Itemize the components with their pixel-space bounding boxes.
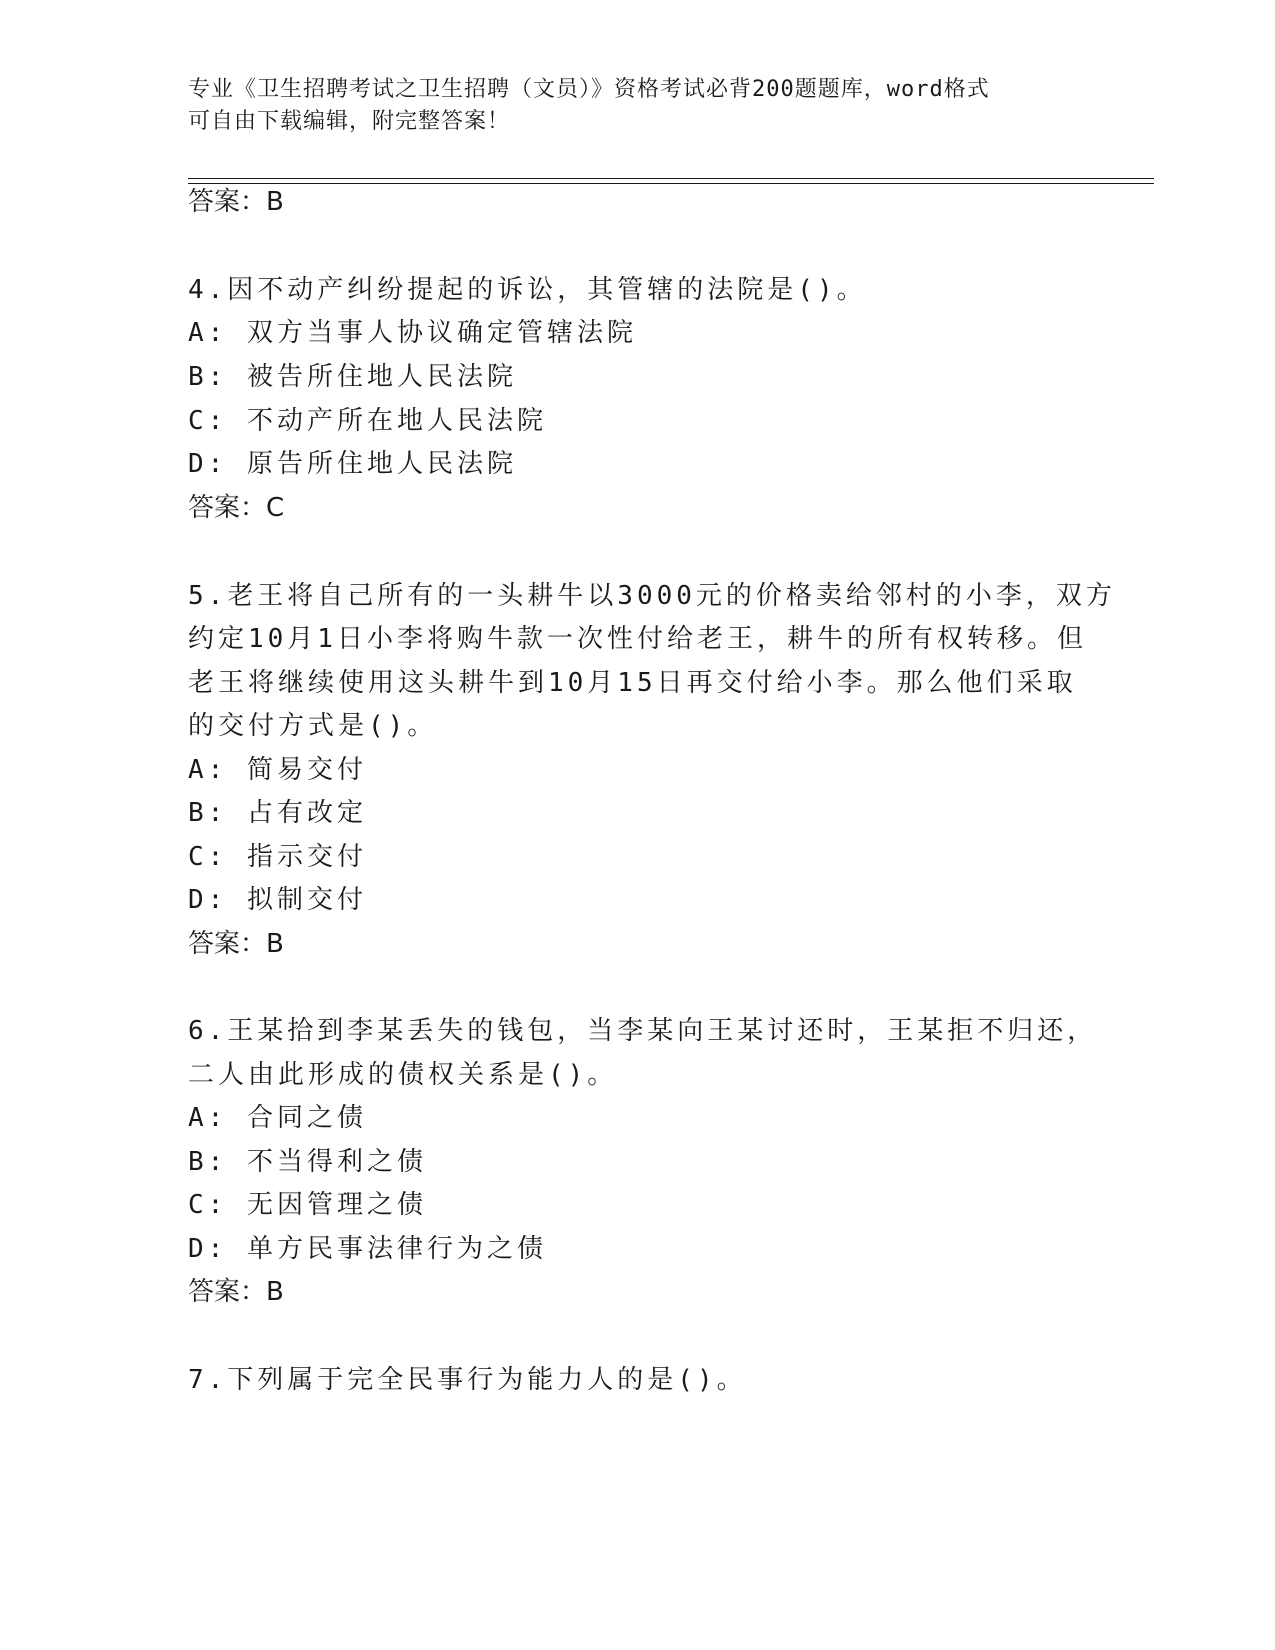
question-5-option-b: B: 占有改定 bbox=[188, 798, 367, 828]
question-6-option-a: A: 合同之债 bbox=[188, 1103, 367, 1133]
question-5-option-d: D: 拟制交付 bbox=[188, 885, 367, 915]
question-5-text-line-1: 5.老王将自己所有的一头耕牛以3000元的价格卖给邻村的小李，双方 bbox=[188, 581, 1116, 611]
question-4-option-b: B: 被告所住地人民法院 bbox=[188, 362, 517, 392]
question-6-text-line-1: 6.王某拾到李某丢失的钱包，当李某向王某讨还时，王某拒不归还， bbox=[188, 1016, 1098, 1046]
question-4-answer: 答案：C bbox=[188, 493, 285, 523]
question-5-text-line-2: 约定10月1日小李将购牛款一次性付给老王，耕牛的所有权转移。但 bbox=[188, 624, 1087, 654]
question-5-answer: 答案：B bbox=[188, 929, 284, 959]
question-6-option-c: C: 无因管理之债 bbox=[188, 1190, 427, 1220]
question-6-answer: 答案：B bbox=[188, 1277, 284, 1307]
question-5-text-line-4: 的交付方式是()。 bbox=[188, 711, 438, 741]
question-7-text: 7.下列属于完全民事行为能力人的是()。 bbox=[188, 1365, 747, 1395]
question-4-option-c: C: 不动产所在地人民法院 bbox=[188, 406, 547, 436]
question-5-text-line-3: 老王将继续使用这头耕牛到10月15日再交付给小李。那么他们采取 bbox=[188, 668, 1077, 698]
question-4-option-d: D: 原告所住地人民法院 bbox=[188, 449, 517, 479]
header-divider-top bbox=[188, 178, 1154, 179]
question-6-text-line-2: 二人由此形成的债权关系是()。 bbox=[188, 1060, 618, 1090]
question-4-option-a: A: 双方当事人协议确定管辖法院 bbox=[188, 318, 637, 348]
header-divider-bottom bbox=[188, 183, 1154, 184]
question-4-text: 4.因不动产纠纷提起的诉讼，其管辖的法院是()。 bbox=[188, 275, 867, 305]
question-6-option-d: D: 单方民事法律行为之债 bbox=[188, 1234, 547, 1264]
header-line-1: 专业《卫生招聘考试之卫生招聘（文员）》资格考试必背200题题库，word格式 bbox=[188, 77, 990, 102]
question-6-option-b: B: 不当得利之债 bbox=[188, 1147, 427, 1177]
previous-answer: 答案：B bbox=[188, 187, 284, 217]
header-line-2: 可自由下载编辑，附完整答案！ bbox=[188, 109, 511, 134]
question-5-option-c: C: 指示交付 bbox=[188, 842, 367, 872]
question-5-option-a: A: 简易交付 bbox=[188, 755, 367, 785]
document-header bbox=[188, 74, 1088, 138]
